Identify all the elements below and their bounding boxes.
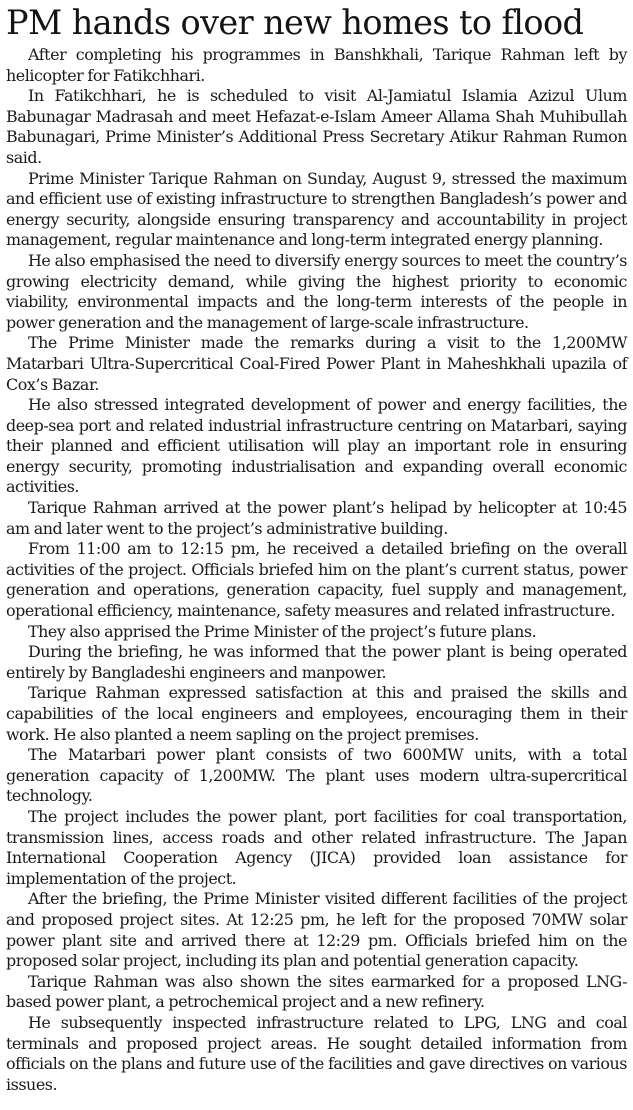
article-paragraph: During the briefing, he was informed that the power plant is being operated entirely by Bangladeshi engineers and manpower. [6,642,627,682]
article-paragraph: After completing his programmes in Banshkhali, Tarique Rahman left by helicopter for Fatikchhari. [6,45,627,85]
article-paragraph: From 11:00 am to 12:15 pm, he received a detailed briefing on the overall activities of the project. Officials briefed him on the plant’s current status, power generation and operations, generation capacity, fuel supply and management, operational efficiency, maintenance, safety measures and related infrastructure. [6,539,627,621]
article-paragraph: He also stressed integrated development of power and energy facilities, the deep-sea port and related industrial infrastructure centring on Matarbari, saying their planned and efficient utilisation will play an important role in ensuring energy security, promoting industrialisation and expanding overall economic activities. [6,395,627,497]
article-paragraph: He also emphasised the need to diversify energy sources to meet the country’s growing electricity demand, while giving the highest priority to economic viability, environmental impacts and the long-term interests of the people in power generation and the management of large-scale infrastructure. [6,250,627,332]
article-paragraph: They also apprised the Prime Minister of the project’s future plans. [28,621,537,641]
article-paragraph: He subsequently inspected infrastructure related to LPG, LNG and coal terminals and proposed project areas. He sought detailed information from officials on the plans and future use of the facilities and gave directives on various issues. [6,1012,627,1094]
article-paragraph: After the briefing, the Prime Minister visited different facilities of the project and proposed project sites. At 12:25 pm, he left for the proposed 70MW solar power plant site and arrived there at 12:29 pm. Officials briefed him on the proposed solar project, including its plan and potential generation capacity. [6,889,627,971]
article-paragraph: Prime Minister Tarique Rahman on Sunday, August 9, stressed the maximum and efficient use of existing infrastructure to strengthen Bangladesh’s power and energy security, alongside ensuring transparency and accountability in project management, regular maintenance and long-term integrated energy planning. [6,168,627,250]
article-paragraph: Tarique Rahman arrived at the power plant’s helipad by helicopter at 10:45 am and later went to the project’s administrative building. [6,498,627,538]
article-body [6,45,627,1095]
article-headline: PM hands over new homes to flood [6,3,584,42]
article-paragraph: Tarique Rahman expressed satisfaction at this and praised the skills and capabilities of the local engineers and employees, encouraging them in their work. He also planted a neem sapling on the project premises. [6,683,627,744]
article-paragraph: The Prime Minister made the remarks during a visit to the 1,200MW Matarbari Ultra-Supercritical Coal-Fired Power Plant in Maheshkhali upazila of Cox’s Bazar. [6,333,627,394]
article-paragraph: The project includes the power plant, port facilities for coal transportation, transmission lines, access roads and other related infrastructure. The Japan International Cooperation Agency (JICA) provided loan assistance for implementation of the project. [6,806,627,888]
article-paragraph: Tarique Rahman was also shown the sites earmarked for a proposed LNG-based power plant, a petrochemical project and a new refinery. [6,971,627,1012]
article-paragraph: In Fatikchhari, he is scheduled to visit Al-Jamiatul Islamia Azizul Ulum Babunagar Madrasah and meet Hefazat-e-Islam Ameer Allama Shah Muhibullah Babunagari, Prime Minister’s Additional Press Secretary Atikur Rahman Rumon said. [6,86,627,167]
article-paragraph: The Matarbari power plant consists of two 600MW units, with a total generation capacity of 1,200MW. The plant uses modern ultra-supercritical technology. [6,745,627,806]
